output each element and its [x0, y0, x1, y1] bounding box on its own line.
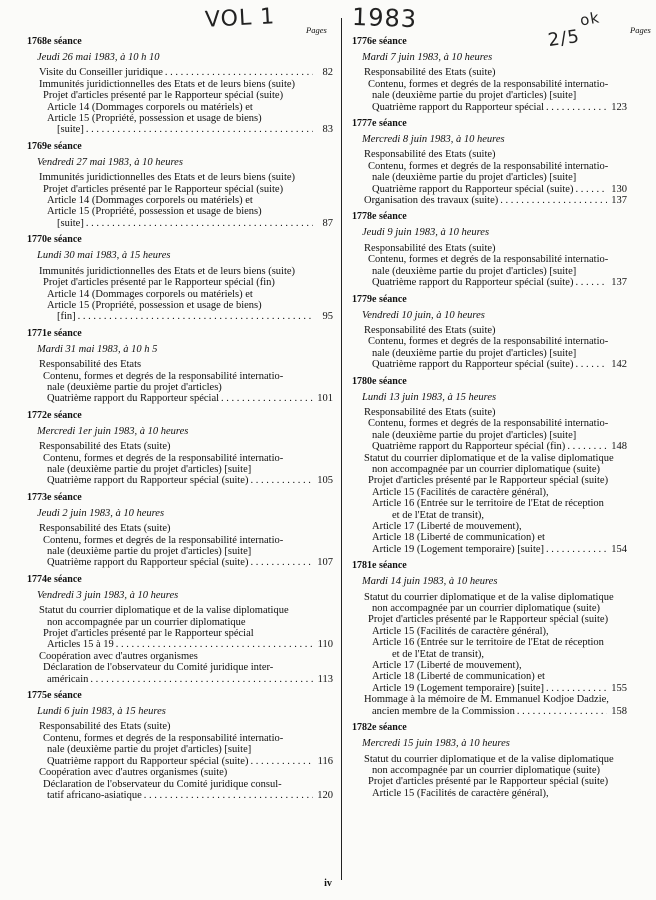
toc-entry: [27, 371, 333, 382]
leader-dots: [86, 124, 313, 135]
toc-entry-text: Contenu, formes et degrés de la responsabilité internatio-: [368, 418, 609, 430]
toc-entry: [27, 756, 333, 767]
toc-entry-text: Statut du courrier diplomatique et de la valise diplomatique: [364, 591, 614, 603]
session-date: Mercredi 1er juin 1983, à 10 heures: [37, 425, 189, 437]
toc-entry: [352, 336, 627, 347]
session-title: 1775e séance: [27, 690, 82, 702]
toc-entry-text: Contenu, formes et degrés de la responsabilité internatio-: [368, 336, 609, 348]
toc-entry-text: nale (deuxième partie du projet d'articles) [suite]: [47, 463, 252, 475]
leader-dots: [165, 67, 313, 78]
toc-entry: [27, 393, 333, 404]
session-title: 1778e séance: [352, 211, 407, 223]
toc-entry-text: Quatrième rapport du Rapporteur spécial (suite): [47, 755, 249, 767]
leader-dots: [90, 674, 313, 685]
toc-entry: [27, 617, 333, 628]
toc-entry: [352, 592, 627, 603]
toc-entry: [27, 523, 333, 534]
toc-entry: [352, 683, 627, 694]
toc-entry-text: Responsabilité des Etats (suite): [39, 441, 171, 453]
toc-entry: [352, 706, 627, 717]
toc-entry: [352, 90, 627, 101]
toc-entry: [352, 498, 627, 509]
toc-entry-text: Quatrième rapport du Rapporteur spécial (suite): [47, 475, 249, 487]
toc-entry-text: Hommage à la mémoire de M. Emmanuel Kodjoe Dadzie,: [364, 694, 609, 706]
toc-entry: [352, 671, 627, 682]
toc-entry: [27, 779, 333, 790]
toc-page-number: 148: [611, 441, 627, 453]
session-title: 1774e séance: [27, 573, 82, 585]
toc-entry: [352, 754, 627, 765]
toc-page-number: 116: [317, 755, 333, 767]
session-block: [352, 294, 627, 371]
toc-entry: [352, 626, 627, 637]
handwritten-ok-note: ok: [578, 8, 602, 30]
toc-entry-text: ancien membre de la Commission: [372, 705, 515, 717]
toc-entry: [352, 172, 627, 183]
toc-page-number: 82: [322, 67, 333, 79]
toc-entry: [27, 113, 333, 124]
toc-entry-text: Responsabilité des Etats (suite): [364, 242, 496, 254]
toc-page-number: 113: [317, 673, 333, 685]
toc-entry-text: Quatrième rapport du Rapporteur spécial (suite): [372, 183, 574, 195]
toc-entry-text: nale (deuxième partie du projet d'articles) [suite]: [47, 546, 252, 557]
toc-entry: [352, 149, 627, 160]
toc-entry: [352, 453, 627, 464]
toc-page-number: 95: [322, 311, 333, 323]
toc-entry: [27, 721, 333, 732]
toc-page-number: 110: [317, 639, 333, 651]
toc-page-number: 107: [317, 557, 333, 569]
toc-entry: [352, 510, 627, 521]
toc-entry-text: Responsabilité des Etats (suite): [39, 721, 171, 733]
toc-entry: [352, 195, 627, 206]
toc-entry: [27, 90, 333, 101]
toc-entry-text: Contenu, formes et degrés de la responsabilité internatio-: [43, 732, 284, 744]
leader-dots: [575, 277, 607, 288]
toc-entry-text: non accompagnée par un courrier diplomatique (suite): [372, 603, 600, 615]
session-block: [27, 141, 333, 229]
toc-entry-text: nale (deuxième partie du projet d'articles) [suite]: [372, 347, 577, 359]
toc-entry-text: Article 16 (Entrée sur le territoire de l'Etat de réception: [372, 637, 604, 649]
toc-entry-text: Projet d'articles présenté par le Rapporteur spécial (suite): [368, 475, 609, 487]
toc-entry: [27, 289, 333, 300]
toc-entry: [352, 102, 627, 113]
toc-entry: [27, 651, 333, 662]
toc-entry-text: nale (deuxième partie du projet d'articles) [suite]: [372, 172, 577, 184]
toc-entry: [27, 546, 333, 557]
column-divider: [341, 18, 342, 880]
toc-entry: [27, 195, 333, 206]
session-title: 1777e séance: [352, 118, 407, 130]
leader-dots: [221, 393, 313, 404]
session-block: [352, 560, 627, 717]
toc-entry: [352, 266, 627, 277]
toc-entry: [352, 765, 627, 776]
toc-entry: [27, 662, 333, 673]
toc-entry-text: Contenu, formes et degrés de la responsabilité internatio-: [368, 78, 609, 90]
leader-dots: [546, 683, 607, 694]
toc-entry-text: Organisation des travaux (suite): [364, 195, 499, 207]
leader-dots: [500, 195, 607, 206]
toc-entry-text: Immunités juridictionnelles des Etats et de leurs biens (suite): [39, 265, 296, 277]
toc-entry: [352, 79, 627, 90]
toc-entry: [27, 124, 333, 135]
toc-page-number: 154: [611, 543, 627, 555]
toc-entry: [352, 475, 627, 486]
session-block: [352, 376, 627, 556]
leader-dots: [575, 359, 607, 370]
toc-entry-text: Coopération avec d'autres organismes (suite): [39, 767, 228, 779]
toc-entry: [352, 637, 627, 648]
toc-entry: [27, 733, 333, 744]
toc-entry-text: Immunités juridictionnelles des Etats et de leurs biens (suite): [39, 172, 296, 184]
toc-entry-text: nale (deuxième partie du projet d'articles) [suite]: [47, 744, 252, 756]
toc-entry: [352, 603, 627, 614]
toc-entry-text: Contenu, formes et degrés de la responsabilité internatio-: [43, 452, 284, 464]
session-title: 1776e séance: [352, 36, 407, 47]
toc-entry-text: Quatrième rapport du Rapporteur spécial: [47, 393, 220, 405]
toc-entry: [352, 487, 627, 498]
toc-page-number: 130: [611, 183, 627, 195]
toc-entry: [352, 348, 627, 359]
toc-entry: [352, 325, 627, 336]
toc-entry: [27, 311, 333, 322]
toc-entry-text: Quatrième rapport du Rapporteur spécial (fin): [372, 441, 566, 453]
session-date: Lundi 13 juin 1983, à 15 heures: [362, 391, 497, 403]
toc-entry-text: Déclaration de l'observateur du Comité juridique inter-: [43, 662, 274, 674]
toc-entry: [27, 628, 333, 639]
toc-entry-text: Article 14 (Dommages corporels ou matériels) et: [47, 101, 253, 113]
toc-entry-text: nale (deuxième partie du projet d'articles) [suite]: [372, 265, 577, 277]
session-block: [27, 328, 333, 405]
toc-entry: [27, 382, 333, 393]
handwritten-vol-note: VOL 1: [204, 4, 276, 33]
session-date: Mardi 14 juin 1983, à 10 heures: [362, 576, 498, 588]
toc-entry: [352, 694, 627, 705]
toc-entry-text: Responsabilité des Etats (suite): [364, 67, 496, 79]
toc-entry-text: Article 17 (Liberté de mouvement),: [372, 660, 522, 672]
leader-dots: [86, 218, 313, 229]
toc-page-number: 87: [322, 217, 333, 229]
leader-dots: [250, 756, 313, 767]
toc-entry-text: Projet d'articles présenté par le Rapporteur spécial (fin): [43, 277, 275, 289]
session-date: Vendredi 3 juin 1983, à 10 heures: [37, 589, 179, 601]
session-title: 1773e séance: [27, 491, 82, 503]
toc-page-number: 120: [317, 789, 333, 801]
toc-entry-text: non accompagnée par un courrier diplomatique: [47, 616, 246, 628]
toc-entry: [27, 79, 333, 90]
leader-dots: [575, 184, 607, 195]
toc-page-number: 142: [611, 359, 627, 371]
toc-page-number: 137: [611, 277, 627, 289]
toc-entry: [352, 776, 627, 787]
toc-entry: [27, 639, 333, 650]
toc-entry-text: Statut du courrier diplomatique et de la valise diplomatique: [39, 605, 289, 617]
toc-entry-text: Article 14 (Dommages corporels ou matériels) et: [47, 288, 253, 300]
toc-page-number: 83: [322, 124, 333, 136]
handwritten-fraction-note: 2/5: [546, 25, 582, 52]
session-block: [352, 118, 627, 206]
leader-dots: [144, 790, 313, 801]
toc-entry: [27, 67, 333, 78]
toc-entry-text: Responsabilité des Etats: [39, 359, 142, 371]
toc-entry-text: Articles 15 à 19: [47, 639, 114, 651]
page-number: iv: [324, 878, 332, 889]
toc-entry: [27, 744, 333, 755]
session-title: 1780e séance: [352, 375, 407, 387]
leader-dots: [116, 639, 313, 650]
toc-entry: [352, 614, 627, 625]
session-block: [27, 574, 333, 685]
pages-header-right: Pages: [630, 25, 651, 35]
toc-entry-text: non accompagnée par un courrier diplomatique (suite): [372, 463, 600, 475]
session-title: 1768e séance: [27, 36, 82, 47]
right-column: [352, 36, 627, 804]
toc-entry-text: Contenu, formes et degrés de la responsabilité internatio-: [368, 160, 609, 172]
toc-entry: [352, 544, 627, 555]
session-date: Lundi 30 mai 1983, à 15 heures: [37, 250, 171, 262]
toc-entry-text: Responsabilité des Etats (suite): [364, 324, 496, 336]
toc-entry: [27, 102, 333, 113]
toc-entry-text: Déclaration de l'observateur du Comité juridique consul-: [43, 778, 282, 790]
toc-entry-text: Article 18 (Liberté de communication) et: [372, 671, 545, 683]
toc-entry: [352, 277, 627, 288]
leader-dots: [546, 544, 607, 555]
toc-entry: [27, 453, 333, 464]
toc-entry-text: Quatrième rapport du Rapporteur spécial (suite): [47, 557, 249, 569]
toc-entry-text: nale (deuxième partie du projet d'articles) [suite]: [372, 429, 577, 441]
leader-dots: [78, 311, 313, 322]
toc-entry-text: Article 15 (Propriété, possession et usage de biens): [47, 299, 262, 311]
session-date: Jeudi 26 mai 1983, à 10 h 10: [37, 52, 160, 63]
toc-entry: [27, 172, 333, 183]
toc-entry-text: nale (deuxième partie du projet d'articles): [47, 381, 222, 393]
pages-header-left: Pages: [306, 25, 327, 35]
toc-entry-text: Projet d'articles présenté par le Rapporteur spécial (suite): [368, 776, 609, 788]
toc-entry-text: Responsabilité des Etats (suite): [364, 406, 496, 418]
toc-entry: [27, 767, 333, 778]
toc-entry-text: Visite du Conseiller juridique: [39, 67, 163, 79]
session-block: [27, 36, 333, 136]
toc-entry-text: Article 17 (Liberté de mouvement),: [372, 521, 522, 532]
toc-entry-text: Article 15 (Propriété, possession et usage de biens): [47, 206, 262, 218]
session-block: [352, 36, 627, 113]
toc-entry-text: tatif africano-asiatique: [47, 789, 142, 801]
session-date: Mercredi 8 juin 1983, à 10 heures: [362, 134, 505, 146]
toc-entry-text: Responsabilité des Etats (suite): [364, 149, 496, 161]
session-title: 1772e séance: [27, 409, 82, 421]
toc-entry: [27, 184, 333, 195]
toc-entry-text: Projet d'articles présenté par le Rapporteur spécial (suite): [368, 614, 609, 626]
session-date: Mardi 31 mai 1983, à 10 h 5: [37, 343, 158, 355]
toc-entry-text: Article 15 (Facilités de caractère général),: [372, 625, 549, 637]
toc-entry: [27, 557, 333, 568]
toc-entry-text: Projet d'articles présenté par le Rapporteur spécial (suite): [43, 90, 284, 102]
toc-entry-text: Quatrième rapport du Rapporteur spécial (suite): [372, 359, 574, 371]
session-block: [27, 410, 333, 487]
toc-entry-text: Responsabilité des Etats (suite): [39, 523, 171, 535]
toc-entry: [352, 67, 627, 78]
toc-entry: [27, 206, 333, 217]
toc-entry: [27, 441, 333, 452]
session-title: 1771e séance: [27, 327, 82, 339]
leader-dots: [517, 706, 607, 717]
toc-entry-text: Projet d'articles présenté par le Rapporteur spécial: [43, 628, 254, 640]
session-date: Mardi 7 juin 1983, à 10 heures: [362, 52, 493, 63]
toc-entry: [27, 475, 333, 486]
toc-entry-text: Quatrième rapport du Rapporteur spécial (suite): [372, 277, 574, 289]
toc-entry-text: Article 15 (Facilités de caractère général),: [372, 486, 549, 498]
toc-entry-text: Coopération avec d'autres organismes: [39, 650, 198, 662]
handwritten-year-note: 1983: [351, 2, 418, 34]
toc-entry: [352, 649, 627, 660]
toc-entry: [352, 464, 627, 475]
toc-entry: [27, 464, 333, 475]
toc-entry: [352, 418, 627, 429]
toc-page-number: 101: [317, 393, 333, 405]
toc-entry-text: Article 19 (Logement temporaire) [suite]: [372, 682, 545, 694]
toc-entry-text: Article 18 (Liberté de communication) et: [372, 532, 545, 544]
toc-entry: [352, 407, 627, 418]
toc-page-number: 137: [611, 195, 627, 207]
session-block: [27, 690, 333, 801]
leader-dots: [546, 102, 607, 113]
toc-entry: [27, 266, 333, 277]
toc-entry-text: [fin]: [57, 311, 76, 323]
session-title: 1770e séance: [27, 234, 82, 246]
toc-entry-text: [suite]: [57, 217, 84, 229]
leader-dots: [250, 557, 313, 568]
toc-entry-text: Quatrième rapport du Rapporteur spécial: [372, 101, 545, 113]
toc-entry-text: Projet d'articles présenté par le Rapporteur spécial (suite): [43, 183, 284, 195]
toc-entry: [27, 790, 333, 801]
toc-entry: [352, 441, 627, 452]
toc-entry: [27, 605, 333, 616]
toc-entry: [352, 243, 627, 254]
toc-entry: [352, 532, 627, 543]
toc-entry: [352, 521, 627, 532]
toc-entry: [27, 218, 333, 229]
session-title: 1782e séance: [352, 722, 407, 734]
toc-entry: [27, 300, 333, 311]
session-title: 1781e séance: [352, 560, 407, 572]
toc-entry: [27, 359, 333, 370]
toc-entry-text: nale (deuxième partie du projet d'articles) [suite]: [372, 90, 577, 102]
toc-entry-text: Contenu, formes et degrés de la responsabilité internatio-: [43, 370, 284, 382]
toc-page-number: 155: [611, 682, 627, 694]
toc-entry: [27, 535, 333, 546]
toc-entry: [27, 674, 333, 685]
toc-entry-text: Statut du courrier diplomatique et de la valise diplomatique: [364, 753, 614, 765]
session-date: Mercredi 15 juin 1983, à 10 heures: [362, 738, 510, 750]
session-title: 1779e séance: [352, 293, 407, 305]
toc-entry: [352, 788, 627, 799]
toc-page-number: 158: [611, 705, 627, 717]
session-block: [352, 722, 627, 799]
toc-entry-text: Article 19 (Logement temporaire) [suite]: [372, 543, 545, 555]
toc-entry: [352, 660, 627, 671]
session-date: Vendredi 27 mai 1983, à 10 heures: [37, 156, 183, 168]
session-title: 1769e séance: [27, 140, 82, 152]
leader-dots: [567, 441, 607, 452]
toc-entry-text: Article 15 (Facilités de caractère général),: [372, 787, 549, 799]
leader-dots: [250, 475, 313, 486]
toc-entry-text: américain: [47, 673, 89, 685]
toc-entry-text: Immunités juridictionnelles des Etats et de leurs biens (suite): [39, 78, 296, 90]
session-date: Lundi 6 juin 1983, à 15 heures: [37, 706, 166, 718]
session-date: Jeudi 2 juin 1983, à 10 heures: [37, 507, 165, 519]
toc-entry-text: et de l'Etat de transit),: [392, 509, 484, 521]
toc-entry: [352, 430, 627, 441]
toc-entry-text: [suite]: [57, 124, 84, 136]
toc-entry-text: et de l'Etat de transit),: [392, 648, 484, 660]
toc-entry: [352, 184, 627, 195]
toc-entry-text: Statut du courrier diplomatique et de la valise diplomatique: [364, 452, 614, 464]
toc-entry-text: Contenu, formes et degrés de la responsabilité internatio-: [43, 534, 284, 546]
toc-entry: [27, 277, 333, 288]
session-block: [352, 211, 627, 288]
toc-entry: [352, 254, 627, 265]
toc-page-number: 123: [611, 101, 627, 113]
toc-entry-text: non accompagnée par un courrier diplomatique (suite): [372, 764, 600, 776]
toc-entry-text: Article 14 (Dommages corporels ou matériels) et: [47, 195, 253, 207]
toc-entry: [352, 161, 627, 172]
toc-entry-text: Article 16 (Entrée sur le territoire de l'Etat de réception: [372, 498, 604, 510]
toc-page-number: 105: [317, 475, 333, 487]
session-date: Vendredi 10 juin, à 10 heures: [362, 309, 485, 321]
left-column: [27, 36, 333, 806]
toc-entry-text: Article 15 (Propriété, possession et usage de biens): [47, 113, 262, 125]
session-block: [27, 234, 333, 322]
session-date: Jeudi 9 juin 1983, à 10 heures: [362, 227, 490, 239]
session-block: [27, 492, 333, 569]
toc-entry-text: Contenu, formes et degrés de la responsabilité internatio-: [368, 254, 609, 266]
toc-entry: [352, 359, 627, 370]
